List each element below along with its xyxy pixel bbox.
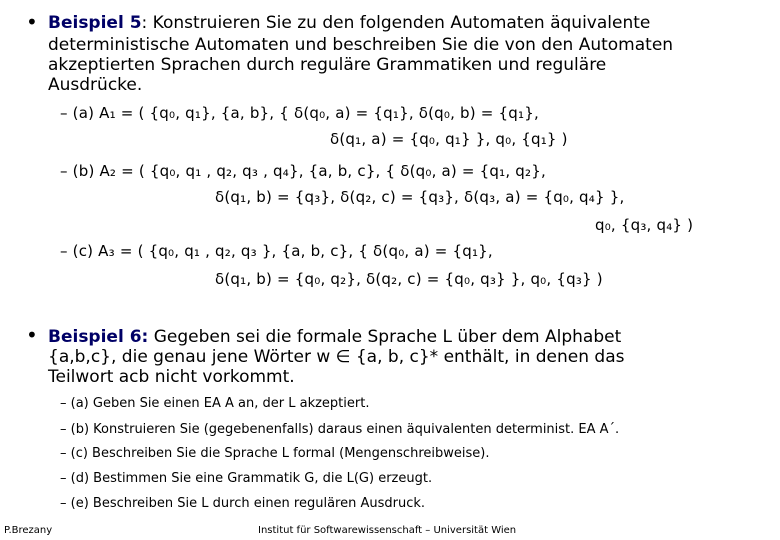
bsp5-title: Beispiel 5 — [48, 13, 142, 33]
task-b: – (b) Konstruieren Sie (gegebenenfalls) daraus einen äquivalenten determinist. EA A´. — [60, 422, 620, 437]
item-c-line1: – (c) A₃ = ( {q₀, q₁ , q₂, q₃ }, {a, b, c}, { δ(q₀, a) = {q₁}, — [60, 242, 493, 260]
item-b-line3: q₀, {q₃, q₄} ) — [595, 216, 694, 234]
task-a: – (a) Geben Sie einen EA A an, der L akzeptiert. — [60, 396, 370, 411]
bsp6-line3: Teilwort acb nicht vorkommt. — [48, 367, 295, 387]
bullet-icon: • — [26, 10, 38, 34]
item-b-line2: δ(q₁, b) = {q₃}, δ(q₂, c) = {q₃}, δ(q₃, a) = {q₀, q₄} }, — [215, 188, 625, 206]
bsp5-text1: : Konstruieren Sie zu den folgenden Automaten äquivalente — [141, 13, 651, 33]
footer-author: P.Brezany — [4, 525, 53, 536]
task-c: – (c) Beschreiben Sie die Sprache L formal (Mengenschreibweise). — [60, 446, 490, 461]
footer-institute: Institut für Softwarewissenschaft – Universität Wien — [258, 525, 517, 536]
task-e: – (e) Beschreiben Sie L durch einen regulären Ausdruck. — [60, 496, 426, 511]
bsp6-title: Beispiel 6: — [48, 327, 149, 347]
bsp5-line2: deterministische Automaten und beschreiben Sie die von den Automaten — [48, 35, 674, 55]
bsp5-line3: akzeptierten Sprachen durch reguläre Grammatiken und reguläre — [48, 55, 607, 75]
bullet-icon: • — [26, 323, 38, 347]
bsp6-text1: Gegeben sei die formale Sprache L über dem Alphabet — [148, 327, 622, 347]
item-c-line2: δ(q₁, b) = {q₀, q₂}, δ(q₂, c) = {q₀, q₃} }, q₀, {q₃} ) — [215, 270, 603, 288]
item-a-line2: δ(q₁, a) = {q₀, q₁} }, q₀, {q₁} ) — [330, 130, 568, 148]
task-d: – (d) Bestimmen Sie eine Grammatik G, die L(G) erzeugt. — [60, 471, 433, 486]
bsp6-line2: {a,b,c}, die genau jene Wörter w ∈ {a, b, c}* enthält, in denen das — [48, 347, 625, 367]
item-a-line1: – (a) A₁ = ( {q₀, q₁}, {a, b}, { δ(q₀, a) = {q₁}, δ(q₀, b) = {q₁}, — [60, 104, 539, 122]
item-b-line1: – (b) A₂ = ( {q₀, q₁ , q₂, q₃ , q₄}, {a, b, c}, { δ(q₀, a) = {q₁, q₂}, — [60, 162, 546, 180]
bsp6-line1 — [48, 327, 621, 347]
bsp5-line4: Ausdrücke. — [48, 75, 143, 95]
bsp5-line1 — [48, 13, 650, 33]
